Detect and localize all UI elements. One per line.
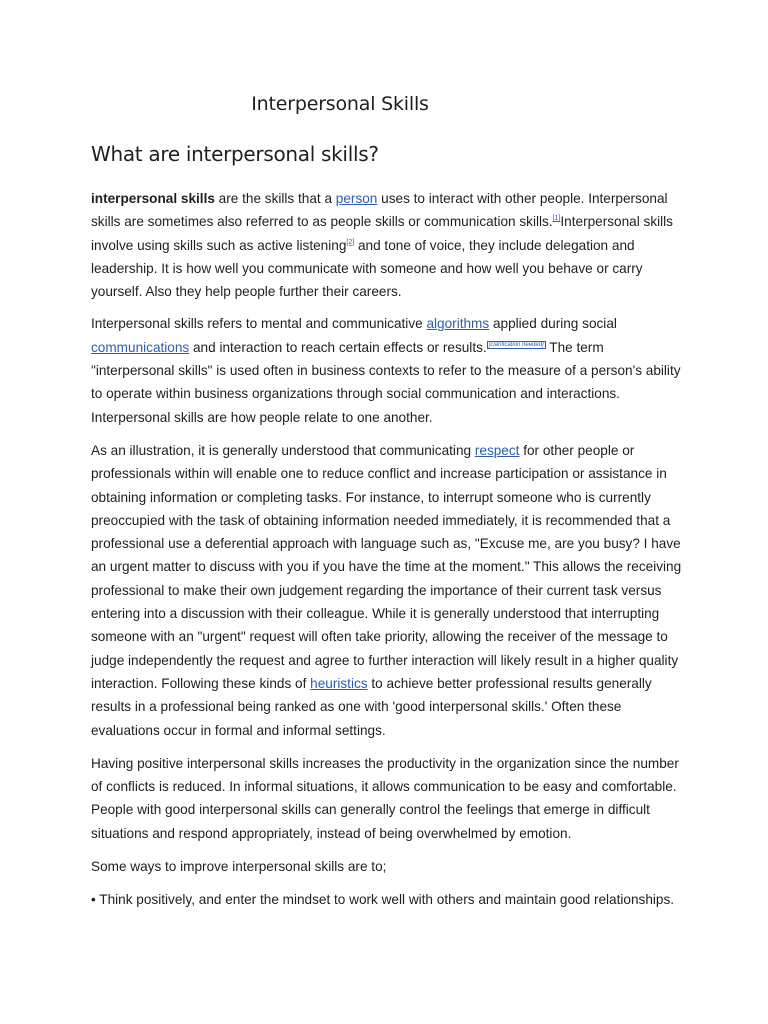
reference-2-link[interactable]: [2] [346,238,355,246]
section-heading: What are interpersonal skills? [91,142,379,166]
text-run: and tone of voice, they include delegation and leadership. It is how well you communicate with someone and how well you behave or carry yourself. Also they help people further their careers. [91,237,643,300]
bold-term: interpersonal skills [91,191,215,206]
text-run: to achieve better professional results generally results in a professional being ranked as one with 'good interpersonal skills.' Often these evaluations occur in formal and informal settings. [91,675,652,738]
link-person[interactable]: person [335,191,378,206]
paragraph-3 [91,439,686,742]
text-run: Interpersonal skills refers to mental and communicative [91,316,427,332]
link-communications[interactable]: communications [91,339,190,355]
text-run: are the skills that a [214,191,336,206]
document-body [91,187,686,922]
text-run: uses to interact with other people. Interpersonal skills are sometimes also referred to as people skills or communication skills. [91,191,668,230]
paragraph-2 [91,312,686,428]
link-respect[interactable]: respect [474,442,520,458]
link-algorithms[interactable]: algorithms [426,316,490,332]
text-run: Interpersonal skills involve using skills such as active listening [91,214,673,253]
text-run: As an illustration, it is generally understood that communicating [91,442,475,458]
link-heuristics[interactable]: heuristics [310,675,368,691]
text-run: and interaction to reach certain effects or results. [189,339,487,355]
text-run: The term "interpersonal skills" is used often in business contexts to refer to the measure of a person's ability to operate within business organizations through social communication and interactions. Interpersonal skills are how people relate to one another. [91,339,681,425]
paragraph-1 [91,187,686,303]
clarification-needed-link[interactable]: [clarification needed] [488,341,544,348]
document-title: Interpersonal Skills [251,93,429,115]
paragraph-4: Having positive interpersonal skills increases the productivity in the organization since the number of conflicts is reduced. In informal situations, it allows communication to be easy and comfortable. People with good interpersonal skills can generally control the feelings that emerge in difficult situations and respond appropriately, instead of being overwhelmed by emotion. [91,755,679,841]
bullet-item: • Think positively, and enter the mindset to work well with others and maintain good relationships. [91,892,675,908]
reference-1-link[interactable]: [1] [552,215,561,223]
text-run: applied during social [489,316,617,332]
text-run: for other people or professionals within will enable one to reduce conflict and increase participation or assistance in obtaining information or completing tasks. For instance, to interrupt someone who is currently preoccupied with the task of obtaining information needed immediately, it is recommended that a professional use a deferential approach with language such as, "Excuse me, are you busy? I have an urgent matter to discuss with you if you have the time at the moment." This allows the receiving professional to make their own judgement regarding the importance of their current task versus entering into a discussion with their colleague. While it is generally understood that interrupting someone with an "urgent" request will often take priority, allowing the receiver of the message to judge independently the request and agree to further interaction will likely result in a higher quality interaction. Following these kinds of [91,442,682,691]
paragraph-5: Some ways to improve interpersonal skills are to; [91,859,387,875]
